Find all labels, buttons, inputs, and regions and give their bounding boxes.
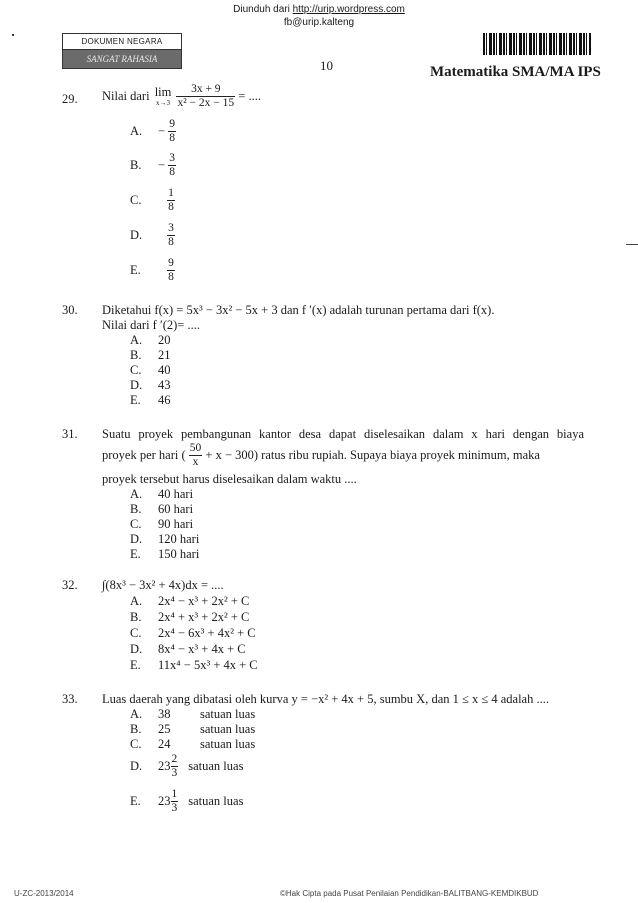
option-text: 60 hari	[158, 502, 194, 516]
option-30-c[interactable]	[130, 363, 171, 378]
option-letter: C.	[130, 363, 142, 377]
option-letter: D.	[130, 532, 143, 546]
option-29-a[interactable]	[130, 118, 176, 145]
footer-code: U-ZC-2013/2014	[14, 889, 74, 898]
option-letter: A.	[130, 333, 143, 347]
question-31-line1: Suatu proyek pembangunan kantor desa dapat diselesaikan dalam x hari dengan biaya	[102, 427, 584, 441]
question-30-line1: Diketahui f(x) = 5x³ − 3x² − 5x + 3 dan f ′(x) adalah turunan pertama dari f(x).	[102, 303, 495, 317]
margin-mark	[626, 244, 638, 245]
option-33-c[interactable]	[130, 737, 255, 752]
line-post: + x − 300) ratus ribu rupiah. Supaya biaya proyek minimum, maka	[205, 448, 540, 462]
question-30-line2: Nilai dari f ′(2)= ....	[102, 318, 200, 332]
option-33-e[interactable]	[130, 788, 243, 815]
limit-fraction	[176, 83, 235, 110]
page-number: 10	[320, 58, 333, 73]
frac-num: 2	[171, 753, 178, 765]
doc-label: DOKUMEN NEGARA	[63, 34, 181, 50]
frac-num: 3	[168, 222, 174, 234]
option-value: 25	[158, 722, 171, 736]
frac-den: 8	[168, 201, 174, 213]
option-33-b[interactable]	[130, 722, 255, 737]
option-32-e[interactable]	[130, 658, 258, 673]
source-prefix: Diunduh dari	[233, 4, 293, 15]
option-letter: A.	[130, 707, 143, 721]
option-letter: D.	[130, 228, 143, 242]
option-29-d[interactable]	[130, 222, 175, 249]
option-31-d[interactable]	[130, 532, 199, 547]
option-letter: C.	[130, 193, 142, 207]
secret-label: SANGAT RAHASIA	[63, 50, 181, 68]
option-unit: satuan luas	[200, 722, 256, 736]
option-32-d[interactable]	[130, 642, 246, 657]
frac-den: 3	[171, 802, 178, 814]
option-text: 40 hari	[158, 487, 194, 501]
option-fraction	[167, 257, 175, 284]
question-33-stem: Luas daerah yang dibatasi oleh kurva y = −x² + 4x + 5, sumbu X, dan 1 ≤ x ≤ 4 adalah ....	[102, 692, 549, 706]
limit	[155, 86, 172, 107]
option-text: 2x⁴ − 6x³ + 4x² + C	[158, 626, 256, 640]
option-text: 2x⁴ − x³ + 2x² + C	[158, 594, 250, 608]
document-label-box	[62, 33, 182, 69]
option-letter: B.	[130, 722, 142, 736]
option-text: 150 hari	[158, 547, 200, 561]
question-33-number: 33.	[62, 692, 78, 706]
option-text: 21	[158, 348, 171, 362]
option-30-a[interactable]	[130, 333, 171, 348]
option-letter: B.	[130, 502, 142, 516]
option-text: 90 hari	[158, 517, 194, 531]
option-32-b[interactable]	[130, 610, 249, 625]
question-31-number: 31.	[62, 427, 78, 441]
question-30-number: 30.	[62, 303, 78, 317]
option-letter: C.	[130, 626, 142, 640]
frac-num: 3x + 9	[176, 83, 235, 97]
source-line	[0, 4, 638, 15]
barcode-icon	[483, 33, 591, 55]
subject-title: Matematika SMA/MA IPS	[430, 64, 601, 80]
frac-num: 1	[171, 788, 178, 800]
option-29-b[interactable]	[130, 152, 176, 179]
question-29-stem	[102, 83, 261, 110]
scan-speck	[12, 34, 14, 36]
option-text: 20	[158, 333, 171, 347]
stem-text: Nilai dari	[102, 89, 150, 103]
option-letter: A.	[130, 594, 143, 608]
option-unit: satuan luas	[188, 794, 244, 808]
frac-num: 9	[168, 257, 174, 269]
option-29-e[interactable]	[130, 257, 175, 284]
option-text: 46	[158, 393, 171, 407]
option-letter: C.	[130, 737, 142, 751]
option-33-a[interactable]	[130, 707, 255, 722]
question-number: 29.	[62, 92, 78, 106]
frac-num: 9	[169, 118, 175, 130]
option-unit: satuan luas	[200, 737, 256, 751]
option-letter: A.	[130, 124, 143, 138]
option-letter: B.	[130, 610, 142, 624]
option-letter: B.	[130, 348, 142, 362]
question-29	[62, 92, 78, 107]
option-letter: E.	[130, 658, 141, 672]
option-value: 24	[158, 737, 171, 751]
frac-den: 8	[168, 236, 174, 248]
option-32-a[interactable]	[130, 594, 249, 609]
option-unit: satuan luas	[200, 707, 256, 721]
option-text: 8x⁴ − x³ + 4x + C	[158, 642, 246, 656]
option-whole: 23	[158, 794, 171, 808]
question-31-line3: proyek tersebut harus diselesaikan dalam waktu ....	[102, 472, 357, 486]
lim-sub: x→3	[156, 99, 171, 107]
fb-line: fb@urip.kalteng	[283, 17, 355, 28]
option-letter: D.	[130, 642, 143, 656]
option-fraction	[168, 118, 176, 145]
option-letter: A.	[130, 487, 143, 501]
question-32-stem: ∫(8x³ − 3x² + 4x)dx = ....	[102, 578, 224, 592]
option-30-b[interactable]	[130, 348, 171, 363]
frac-den: 8	[168, 271, 174, 283]
option-value: 38	[158, 707, 171, 721]
option-text: 11x⁴ − 5x³ + 4x + C	[158, 658, 258, 672]
option-31-a[interactable]	[130, 487, 193, 502]
stem-tail: = ....	[238, 89, 261, 103]
option-text: 2x⁴ + x³ + 2x² + C	[158, 610, 250, 624]
option-text: 40	[158, 363, 171, 377]
cost-fraction	[189, 442, 203, 469]
option-text: 120 hari	[158, 532, 200, 546]
question-32-number: 32.	[62, 578, 78, 592]
option-33-d[interactable]	[130, 753, 243, 780]
option-31-b[interactable]	[130, 502, 193, 517]
footer-copyright: ©Hak Cipta pada Pusat Penilaian Pendidikan-BALITBANG-KEMDIKBUD	[280, 889, 539, 898]
question-31-line2	[102, 442, 540, 469]
option-fraction	[167, 187, 175, 214]
frac-den: x² − 2x − 15	[177, 97, 235, 109]
option-31-c[interactable]	[130, 517, 193, 532]
frac-den: 8	[169, 166, 175, 178]
source-link[interactable]: http://urip.wordpress.com	[292, 4, 405, 15]
line-pre: proyek per hari (	[102, 448, 186, 462]
option-unit: satuan luas	[188, 759, 244, 773]
option-text: 43	[158, 378, 171, 392]
option-sign: −	[158, 158, 166, 172]
option-fraction	[171, 753, 179, 780]
option-32-c[interactable]	[130, 626, 256, 641]
option-31-e[interactable]	[130, 547, 199, 562]
frac-num: 3	[169, 152, 175, 164]
option-letter: E.	[130, 393, 141, 407]
option-letter: D.	[130, 759, 143, 773]
option-letter: E.	[130, 263, 141, 277]
option-30-e[interactable]	[130, 393, 171, 408]
option-fraction	[168, 152, 176, 179]
frac-den: 3	[171, 767, 178, 779]
frac-den: x	[192, 456, 199, 468]
option-letter: D.	[130, 378, 143, 392]
option-letter: C.	[130, 517, 142, 531]
option-sign: −	[158, 124, 166, 138]
option-letter: B.	[130, 158, 142, 172]
frac-den: 8	[169, 132, 175, 144]
option-29-c[interactable]	[130, 187, 175, 214]
option-fraction	[171, 788, 179, 815]
option-fraction	[167, 222, 175, 249]
lim-label: lim	[154, 85, 172, 99]
frac-num: 1	[168, 187, 174, 199]
frac-num: 50	[189, 442, 202, 454]
option-whole: 23	[158, 759, 171, 773]
option-30-d[interactable]	[130, 378, 171, 393]
option-letter: E.	[130, 794, 141, 808]
option-letter: E.	[130, 547, 141, 561]
